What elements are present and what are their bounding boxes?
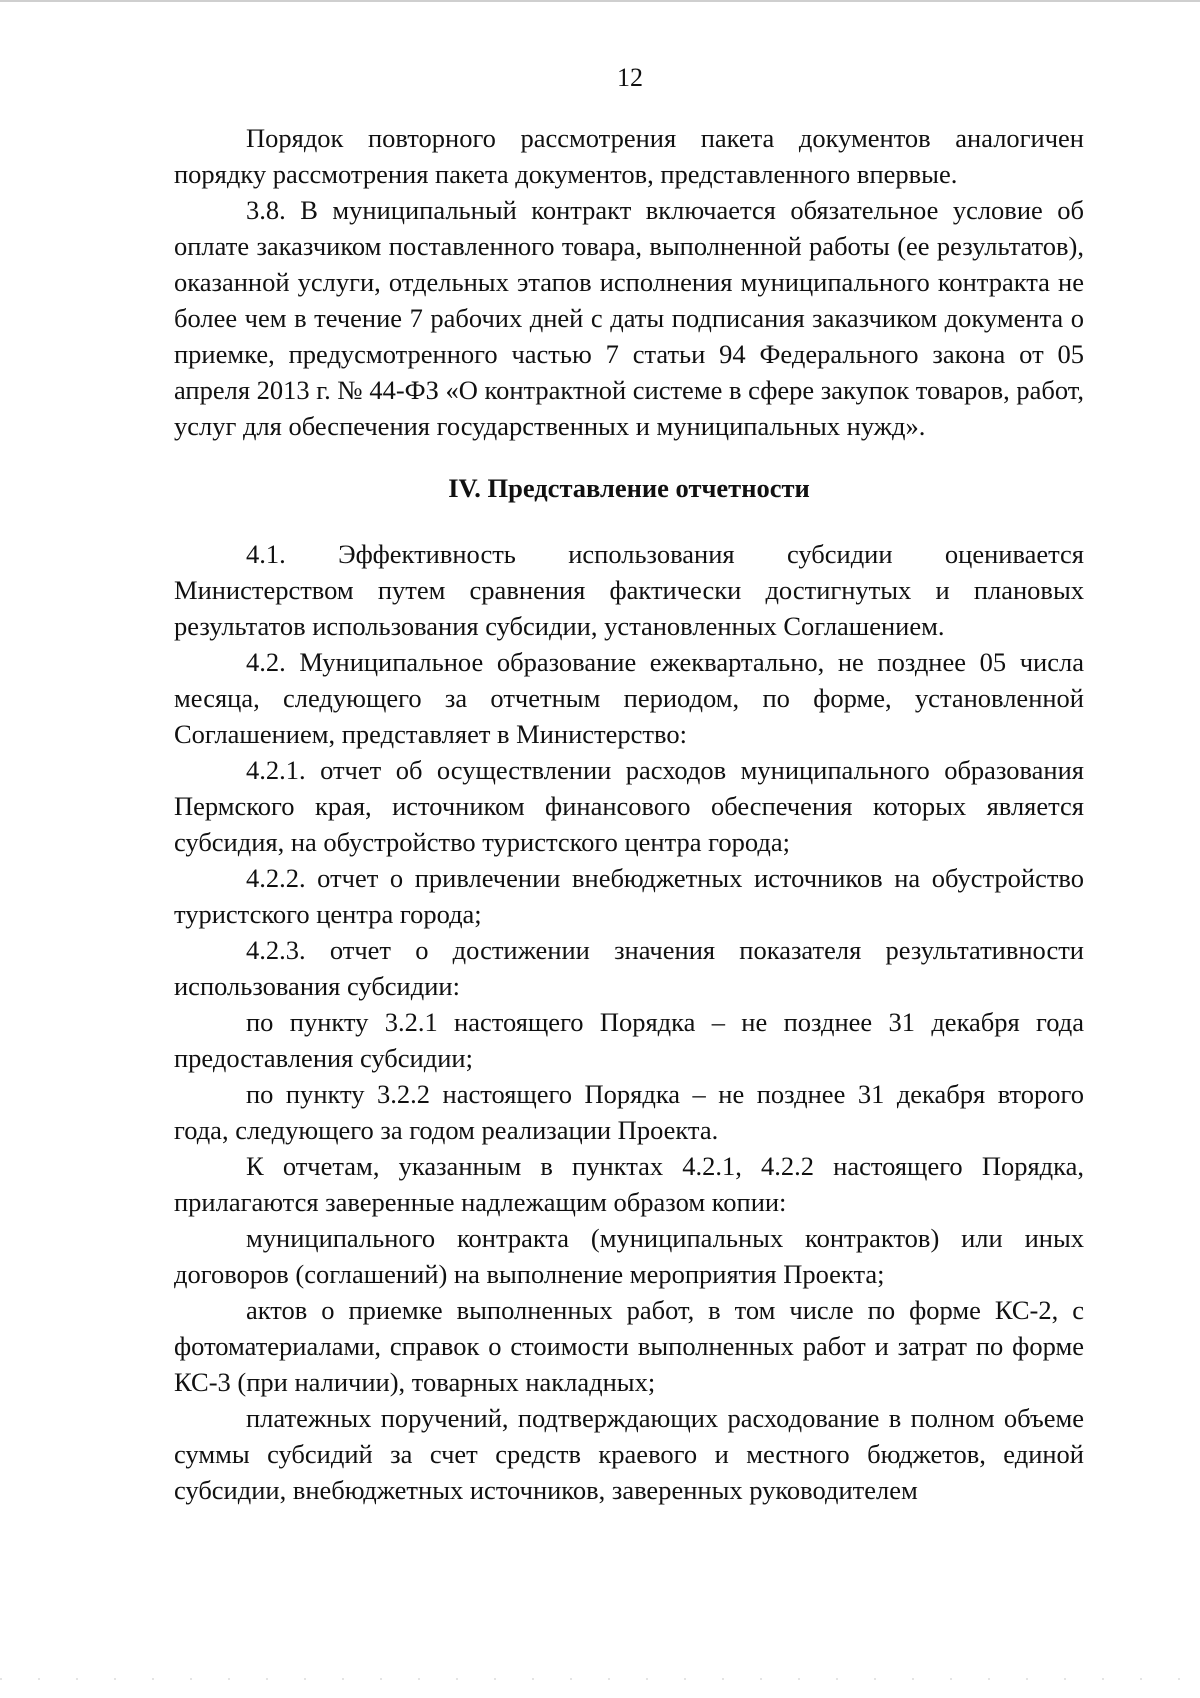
paragraph-4-2-1: 4.2.1. отчет об осуществлении расходов муниципального образования Пермского края, источником финансового обеспечения которых является субсидия, на обустройство туристского центра города; [174, 755, 1084, 857]
paragraph-4-2: 4.2. Муниципальное образование ежеквартально, не позднее 05 числа месяца, следующего за отчетным периодом, по форме, установленной Соглашением, представляет в Министерство: [174, 647, 1084, 749]
section-heading: IV. Представление отчетности [448, 473, 810, 503]
paragraph-3-8: 3.8. В муниципальный контракт включается обязательное условие об оплате заказчиком поставленного товара, выполненной работы (ее результатов), оказанной услуги, отдельных этапов исполнения муниципального контракта не более чем в течение 7 рабочих дней с даты подписания заказчиком документа о приемке, предусмотренного частью 7 статьи 94 Федерального закона от 05 апреля 2013 г. № 44-ФЗ «О контрактной системе в сфере закупок товаров, работ, услуг для обеспечения государственных и муниципальных нужд». [174, 195, 1084, 441]
page-number: 12 [617, 63, 643, 92]
paragraph-payment-orders: платежных поручений, подтверждающих расходование в полном объеме суммы субсидий за счет средств краевого и местного бюджетов, единой субсидии, внебюджетных источников, заверенных руководителем [174, 1403, 1084, 1505]
paragraph-contract-copies: муниципального контракта (муниципальных контрактов) или иных договоров (соглашений) на выполнение мероприятия Проекта; [174, 1223, 1084, 1289]
paragraph-acceptance-acts: актов о приемке выполненных работ, в том числе по форме КС-2, с фотоматериалами, справок о стоимости выполненных работ и затрат по форме КС-3 (при наличии), товарных накладных; [174, 1295, 1084, 1397]
paragraph-4-2-2: 4.2.2. отчет о привлечении внебюджетных источников на обустройство туристского центра города; [174, 863, 1084, 929]
paragraph-point-3-2-1: по пункту 3.2.1 настоящего Порядка – не позднее 31 декабря года предоставления субсидии; [174, 1007, 1084, 1073]
paragraph-4-2-3: 4.2.3. отчет о достижении значения показателя результативности использования субсидии: [174, 935, 1084, 1001]
scan-noise [0, 1678, 1200, 1680]
paragraph-point-3-2-2: по пункту 3.2.2 настоящего Порядка – не позднее 31 декабря второго года, следующего за годом реализации Проекта. [174, 1079, 1084, 1145]
paragraph-review-order: Порядок повторного рассмотрения пакета документов аналогичен порядку рассмотрения пакета документов, представленного впервые. [174, 123, 1084, 189]
document-body [174, 120, 1084, 1508]
paragraph-attachments-intro: К отчетам, указанным в пунктах 4.2.1, 4.2.2 настоящего Порядка, прилагаются заверенные надлежащим образом копии: [174, 1151, 1084, 1217]
scan-edge [0, 0, 1200, 2]
paragraph-4-1: 4.1. Эффективность использования субсидии оценивается Министерством путем сравнения фактически достигнутых и плановых результатов использования субсидии, установленных Соглашением. [174, 539, 1084, 641]
